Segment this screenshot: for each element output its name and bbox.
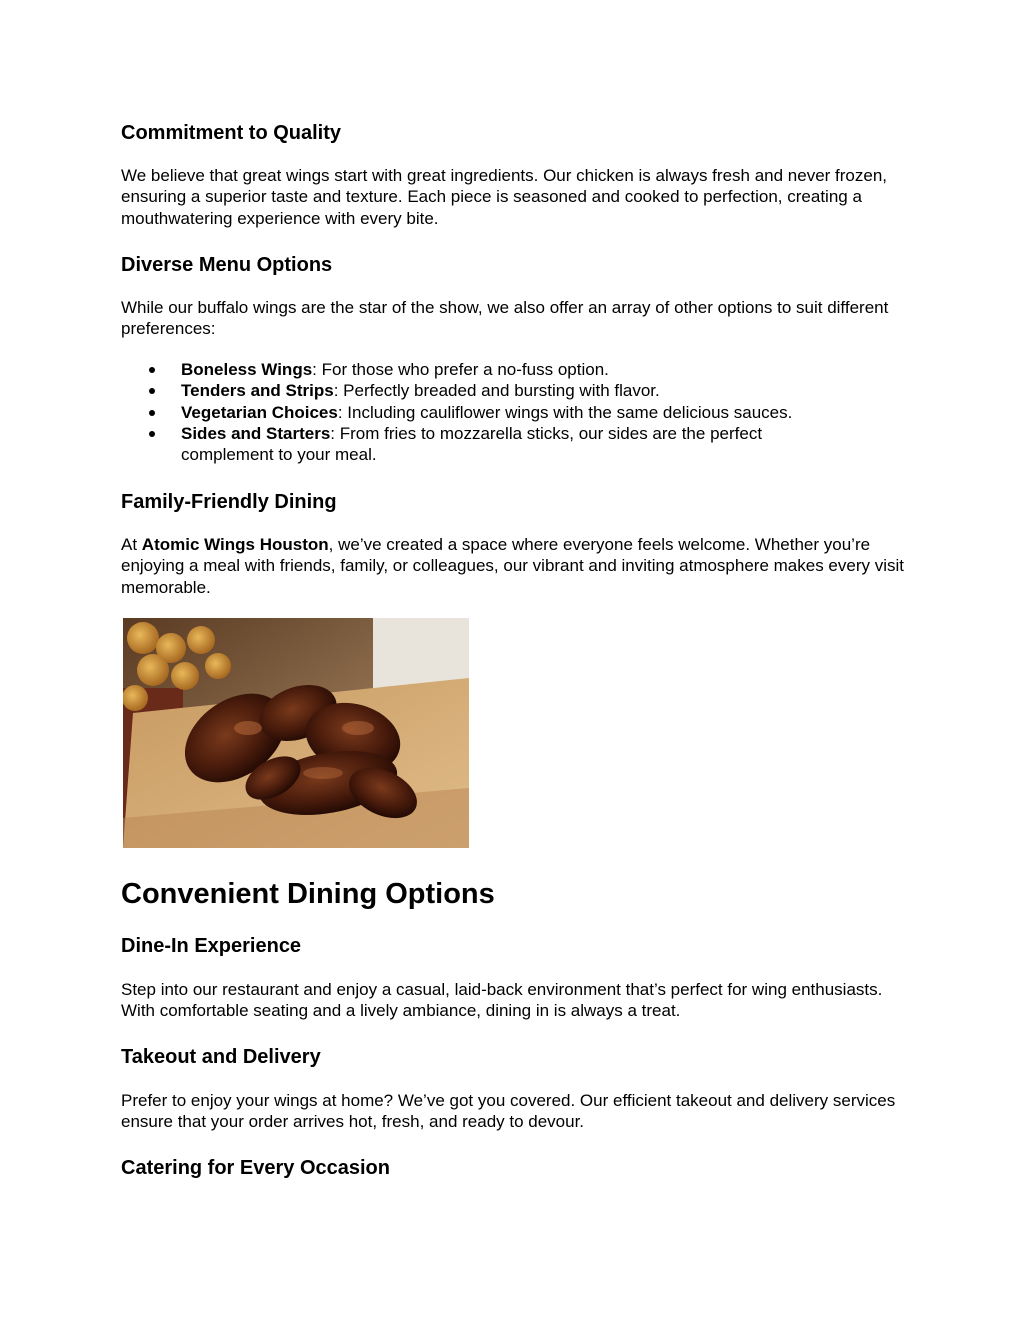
list-item	[121, 380, 821, 401]
list-item-desc: : Including cauliflower wings with the same delicious sauces.	[337, 402, 793, 422]
list-item-term: Vegetarian Choices	[181, 402, 338, 422]
dine-in-paragraph: Step into our restaurant and enjoy a casual, laid-back environment that’s perfect for wing enthusiasts. With comfortable seating and a lively ambiance, dining in is always a treat.	[121, 980, 883, 1021]
family-body-text: , we’ve created a space where everyone feels welcome. Whether you’re enjoying a meal with friends, family, or colleagues, our vibrant and inviting atmosphere makes every visit memorable.	[121, 535, 904, 597]
takeout-paragraph: Prefer to enjoy your wings at home? We’ve got you covered. Our efficient takeout and delivery services ensure that your order arrives hot, fresh, and ready to devour.	[121, 1091, 896, 1132]
menu-intro-paragraph: While our buffalo wings are the star of the show, we also offer an array of other options to suit different preferences:	[121, 298, 889, 339]
wings-photo	[123, 618, 469, 848]
bullet-icon	[149, 388, 155, 394]
heading-catering-for-every-occasion: Catering for Every Occasion	[121, 1157, 390, 1179]
heading-family-friendly-dining: Family-Friendly Dining	[121, 491, 337, 513]
menu-options-list	[121, 359, 911, 465]
list-item-term: Boneless Wings	[181, 360, 313, 379]
heading-takeout-and-delivery: Takeout and Delivery	[121, 1046, 321, 1068]
bullet-icon	[149, 367, 155, 373]
heading-diverse-menu-options: Diverse Menu Options	[121, 254, 333, 276]
bullet-icon	[149, 431, 155, 437]
heading-commitment-to-quality: Commitment to Quality	[121, 122, 342, 144]
list-item-desc: : From fries to mozzarella sticks, our sides are the perfect complement to your meal.	[181, 423, 763, 465]
list-item	[121, 423, 821, 466]
list-item	[121, 359, 821, 380]
list-item-term: Tenders and Strips	[181, 381, 334, 401]
family-lead-text: At	[121, 535, 142, 554]
list-item	[121, 402, 821, 423]
family-paragraph	[121, 534, 911, 598]
brand-name: Atomic Wings Houston	[141, 535, 329, 554]
list-item-term: Sides and Starters	[181, 423, 331, 443]
quality-paragraph: We believe that great wings start with great ingredients. Our chicken is always fresh and never frozen, ensuring a superior taste and texture. Each piece is seasoned and cooked to perfection, creating a mouthwatering experience with every bite.	[121, 166, 888, 228]
list-item-desc: : For those who prefer a no-fuss option.	[312, 360, 609, 379]
heading-convenient-dining-options: Convenient Dining Options	[121, 878, 495, 910]
list-item-desc: : Perfectly breaded and bursting with flavor.	[333, 381, 660, 401]
bullet-icon	[149, 410, 155, 416]
heading-dine-in-experience: Dine-In Experience	[121, 935, 302, 957]
